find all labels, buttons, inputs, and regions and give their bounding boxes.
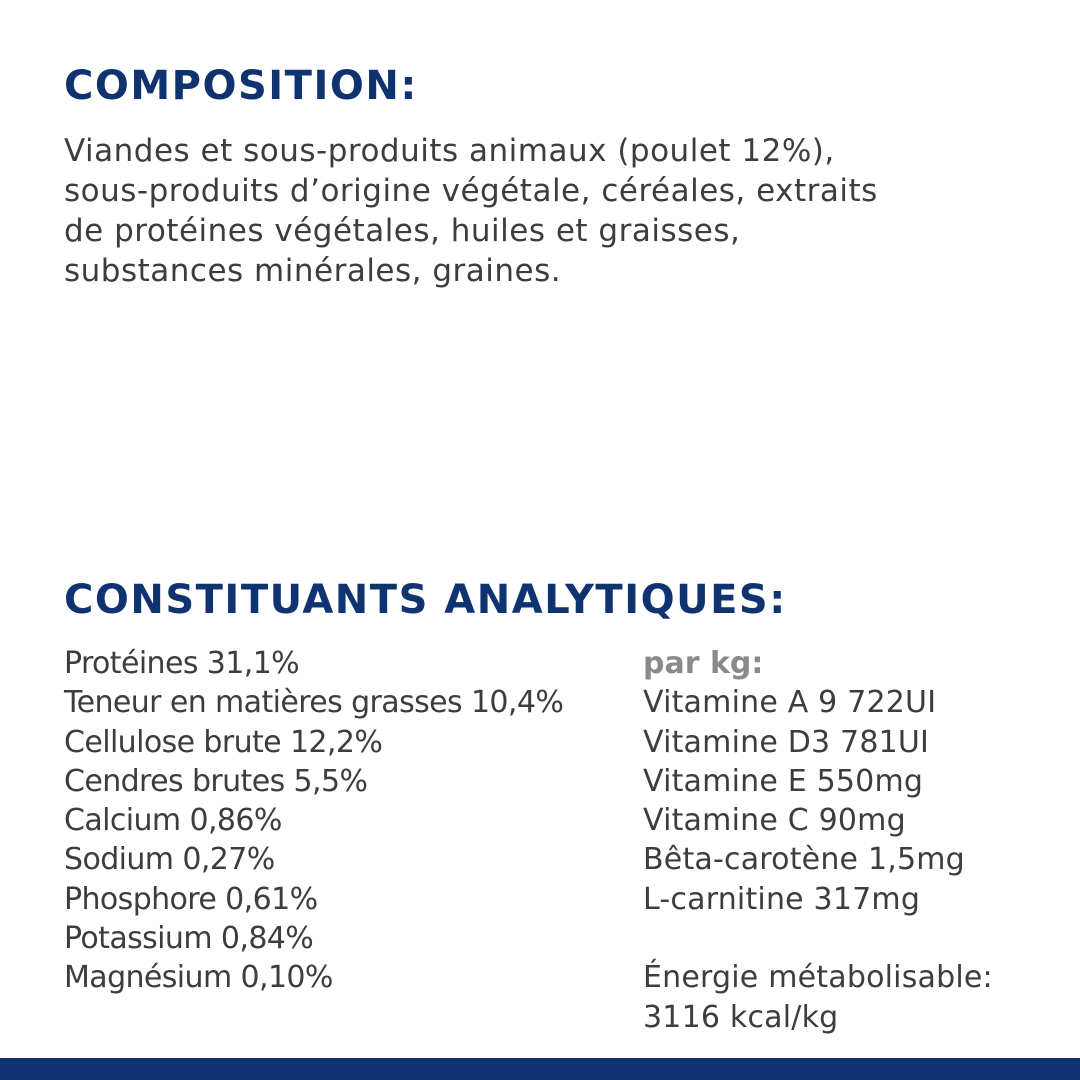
analytic-item-cellulose: Cellulose brute 12,2%	[64, 724, 383, 760]
footer-band	[0, 1058, 1080, 1080]
composition-text	[64, 131, 1024, 291]
analytic-item-calcium: Calcium 0,86%	[64, 803, 282, 839]
analytics-left-column	[64, 644, 634, 998]
analytic-item-cendres: Cendres brutes 5,5%	[64, 763, 368, 799]
analytics-right-column	[643, 644, 1063, 1037]
analytic-item-potassium: Potassium 0,84%	[64, 921, 314, 957]
composition-line: sous-produits d’origine végétale, céréales, extraits	[64, 173, 878, 209]
energy-label: Énergie métabolisable:	[643, 960, 993, 996]
vitamin-item-beta-carotene: Bêta-carotène 1,5mg	[643, 842, 965, 878]
analytic-item-magnesium: Magnésium 0,10%	[64, 960, 333, 996]
vitamin-item-e: Vitamine E 550mg	[643, 763, 924, 799]
vitamin-item-l-carnitine: L-carnitine 317mg	[643, 881, 921, 917]
composition-line: substances minérales, graines.	[64, 253, 562, 289]
analytic-item-matieres-grasses: Teneur en matières grasses 10,4%	[64, 685, 564, 721]
composition-line: Viandes et sous-produits animaux (poulet 12%),	[64, 133, 835, 169]
analytic-item-proteines: Protéines 31,1%	[64, 646, 300, 681]
vitamin-item-a: Vitamine A 9 722UI	[643, 685, 937, 721]
energy-value: 3116 kcal/kg	[643, 999, 839, 1035]
vitamin-item-c: Vitamine C 90mg	[643, 803, 906, 839]
spacer	[643, 919, 1063, 958]
analytics-title: CONSTITUANTS ANALYTIQUES:	[64, 577, 787, 623]
analytic-item-sodium: Sodium 0,27%	[64, 842, 275, 878]
per-kg-label: par kg:	[643, 646, 764, 681]
analytic-item-phosphore: Phosphore 0,61%	[64, 881, 318, 917]
composition-title: COMPOSITION:	[64, 63, 418, 109]
vitamin-item-d3: Vitamine D3 781UI	[643, 724, 930, 760]
composition-line: de protéines végétales, huiles et graisses,	[64, 213, 741, 249]
